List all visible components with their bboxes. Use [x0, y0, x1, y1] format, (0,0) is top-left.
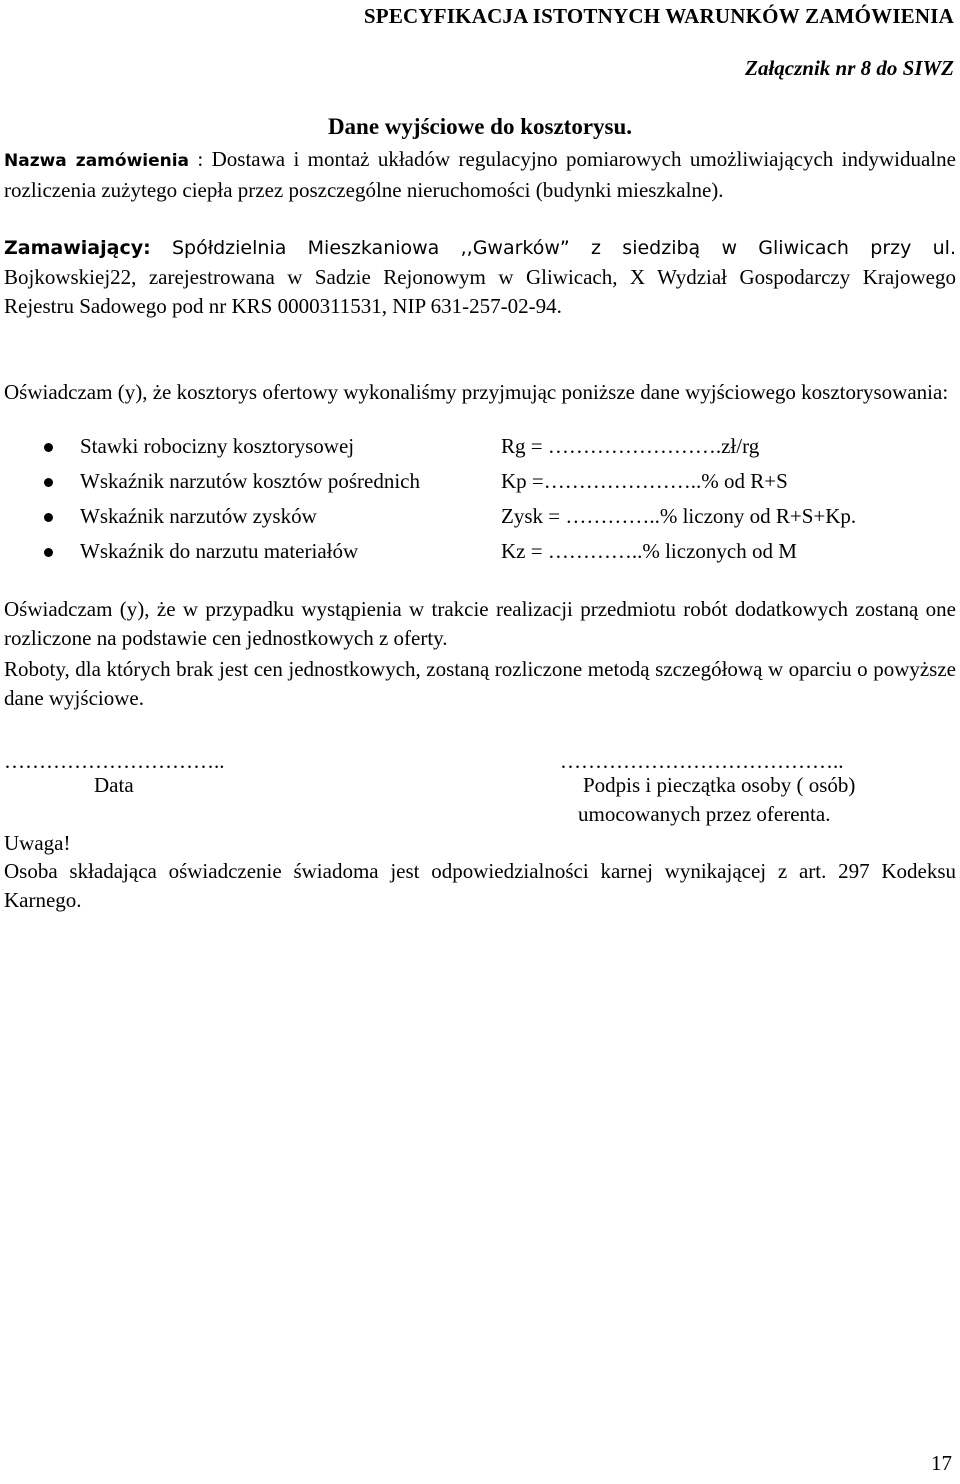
note-label: Uwaga!: [4, 831, 71, 855]
list-item: [0, 537, 960, 572]
declaration-detailed-method-paragraph: Roboty, dla których brak jest cen jednostkowych, zostaną rozliczone metodą szczegółową w oparciu o powyższe dane wyjściowe.: [4, 657, 956, 710]
signature-label-continued: umocowanych przez oferenta.: [578, 802, 831, 826]
page-number: 17: [931, 1451, 952, 1475]
bullet-icon: [44, 548, 53, 557]
annex-label: Załącznik nr 8 do SIWZ: [745, 56, 954, 80]
order-name-paragraph: [4, 145, 956, 205]
document-header-title: SPECYFIKACJA ISTOTNYCH WARUNKÓW ZAMÓWIENIA: [363, 4, 954, 28]
date-dotted-line: …………………………..: [4, 749, 225, 773]
bullet-icon: [44, 513, 53, 522]
declaration-costing-paragraph: Oświadczam (y), że kosztorys ofertowy wykonaliśmy przyjmując poniższe dane wyjściowego kosztorysowania:: [4, 380, 949, 404]
list-item: [0, 432, 960, 467]
document-title: Dane wyjściowe do kosztorysu.: [327, 114, 633, 139]
parameter-value: Rg = …………………….zł/rg: [501, 434, 760, 458]
parameter-name: Wskaźnik narzutów zysków: [80, 504, 317, 528]
signature-dotted-line: …………………………………..: [560, 749, 844, 773]
parameter-name: Stawki robocizny kosztorysowej: [80, 434, 355, 458]
signature-label: Podpis i pieczątka osoby ( osób): [583, 773, 856, 797]
parameter-value: Kz = …………..% liczonych od M: [501, 539, 797, 563]
bullet-icon: [44, 478, 53, 487]
order-name-separator: :: [189, 147, 212, 171]
client-text-part-1: Spółdzielnia Mieszkaniowa ,,Gwarków” z siedzibą w Gliwicach przy ul.: [150, 237, 956, 259]
date-label: Data: [94, 773, 134, 797]
order-name-text: Dostawa i montaż układów regulacyjno pomiarowych umożliwiających indywidualne rozliczenia zużytego ciepła przez poszczególne nieruchomości (budynki mieszkalne).: [4, 147, 956, 202]
declaration-additional-works-paragraph: Oświadczam (y), że w przypadku wystąpienia w trakcie realizacji przedmiotu robót dodatkowych zostaną one rozliczone na podstawie cen jednostkowych z oferty.: [4, 597, 956, 650]
order-name-label: Nazwa zamówienia: [4, 151, 190, 171]
parameter-name: Wskaźnik do narzutu materiałów: [80, 539, 359, 563]
parameter-name: Wskaźnik narzutów kosztów pośrednich: [80, 469, 420, 493]
note-text: Osoba składająca oświadczenie świadoma jest odpowiedzialności karnej wynikającej z art. 297 Kodeksu Karnego.: [4, 859, 956, 912]
parameter-value: Kp =…………………..% od R+S: [501, 469, 788, 493]
list-item: [0, 467, 960, 502]
client-paragraph: [4, 233, 956, 321]
client-text-part-2: Bojkowskiej22, zarejestrowana w Sadzie Rejonowym w Gliwicach, X Wydział Gospodarczy Krajowego Rejestru Sadowego pod nr KRS 0000311531, NIP 631-257-02-94.: [4, 265, 956, 318]
costing-parameters-list: [0, 432, 960, 572]
list-item: [0, 502, 960, 537]
bullet-icon: [44, 443, 53, 452]
parameter-value: Zysk = …………..% liczony od R+S+Kp.: [501, 504, 857, 528]
client-label: Zamawiający:: [4, 237, 151, 259]
